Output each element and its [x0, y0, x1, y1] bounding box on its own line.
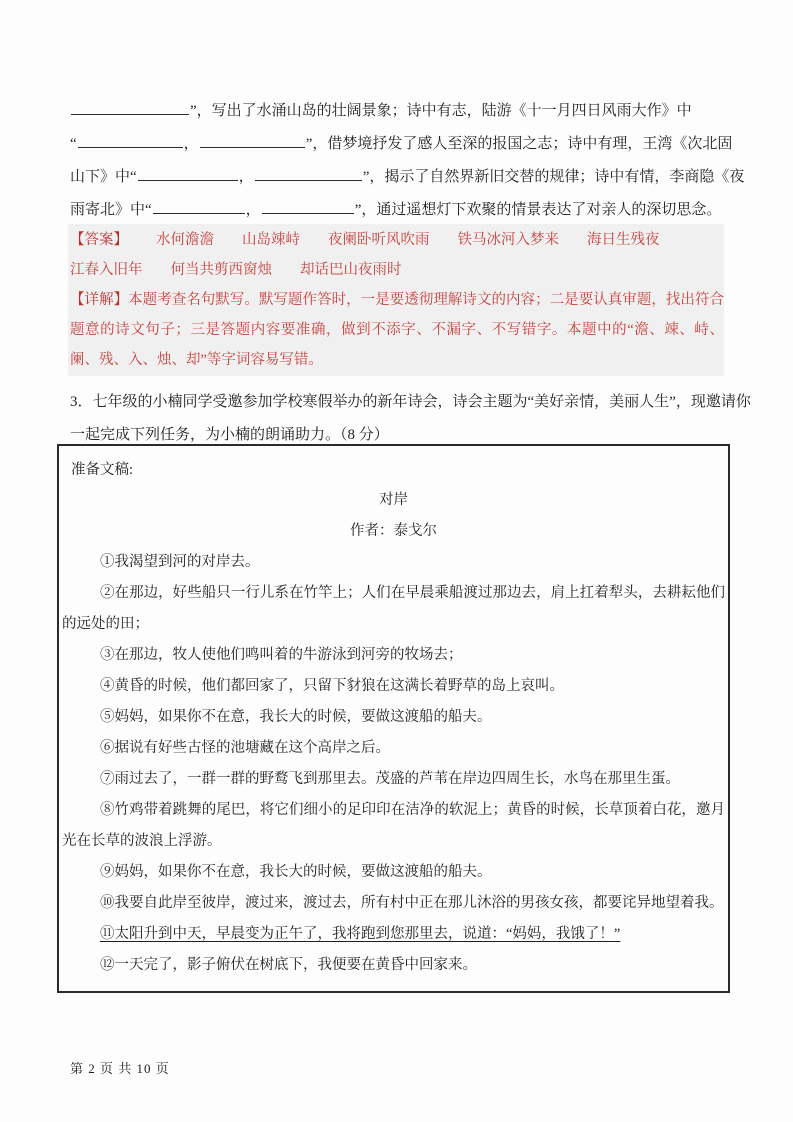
explanation-paragraph — [70, 285, 724, 375]
fill-in-blank — [71, 100, 189, 115]
answer-item: 海日生残夜 — [587, 232, 660, 248]
poem-paragraph: ⑧竹鸡带着跳舞的尾巴，将它们细小的足印印在洁净的软泥上；黄昏的时候，长草顶着白花，邀月光在长草的波浪上浮游。 — [62, 802, 725, 849]
poem-paragraph: ⑨妈妈，如果你不在意，我长大的时候，要做这渡船的船夫。 — [100, 864, 492, 880]
poem-paragraph: ⑦雨过去了，一群一群的野鹜飞到那里去。茂盛的芦苇在岸边四周生长，水鸟在那里生蛋。 — [100, 771, 680, 787]
answer-item: 山岛竦峙 — [242, 232, 300, 248]
intro-text: ， — [245, 202, 261, 218]
poem-body — [62, 547, 725, 981]
intro-text: ”，通过遥想灯下欢聚的情景表达了对亲人的深切思念。 — [354, 202, 722, 218]
poem-paragraph: ②在那边，好些船只一行儿系在竹竿上；人们在早晨乘船渡过那边去，肩上扛着犁头，去耕耘他们的远处的田； — [62, 585, 725, 632]
poem-paragraph: ③在那边，牧人使他们鸣叫着的牛游泳到河旁的牧场去； — [100, 647, 463, 663]
intro-line — [70, 194, 746, 227]
intro-text: ”，借梦境抒发了感人至深的报国之志；诗中有理，王湾《次北固 — [305, 136, 733, 152]
intro-text: 雨寄北》中“ — [70, 202, 152, 218]
poem-paragraph: ⑩我要自此岸至彼岸，渡过来，渡过去，所有村中正在那儿沐浴的男孩女孩，都要诧异地望着我。 — [100, 895, 724, 911]
fill-in-blank — [262, 199, 354, 214]
poem-paragraph: ④黄昏的时候，他们都回家了，只留下豺狼在这满长着野草的岛上哀叫。 — [100, 678, 564, 694]
intro-line — [70, 128, 746, 161]
intro-text: ， — [238, 169, 254, 185]
answer-item: 江春入旧年 — [70, 262, 143, 278]
poem-paragraph: ⑪太阳升到中天，早晨变为正午了，我将跑到您那里去，说道：“妈妈，我饿了！” — [100, 926, 621, 942]
page-footer: 第 2 页 共 10 页 — [70, 1061, 170, 1076]
fill-in-blank — [200, 133, 305, 148]
answer-rows — [70, 225, 724, 285]
poem-author: 作者：泰戈尔 — [350, 523, 437, 539]
answer-row — [70, 255, 724, 285]
explanation-text: 本题考查名句默写。默写题作答时，一是要透彻理解诗文的内容；二是要认真审题，找出符合题意的诗文句子；三是答题内容要准确，做到不添字、不漏字、不写错字。本题中的“澹、竦、峙、阑、残、入、烛、却”等字词容易写错。 — [70, 292, 725, 368]
manuscript-box — [57, 444, 730, 993]
answer-item: 夜阑卧听风吹雨 — [328, 232, 430, 248]
answer-item: 何当共剪西窗烛 — [170, 262, 272, 278]
answer-item: 却话巴山夜雨时 — [300, 262, 402, 278]
intro-text: 山下》中“ — [70, 169, 137, 185]
poem-paragraph: ①我渴望到河的对岸去。 — [100, 554, 260, 570]
intro-text: ”，揭示了自然界新旧交替的规律；诗中有情，李商隐《夜 — [362, 169, 745, 185]
intro-line — [70, 95, 746, 128]
intro-text: ， — [183, 136, 199, 152]
intro-section — [70, 95, 746, 227]
poem-paragraph: ⑤妈妈，如果你不在意，我长大的时候，要做这渡船的船夫。 — [100, 709, 492, 725]
answer-item: 水何澹澹 — [156, 232, 214, 248]
question-line: 3．七年级的小楠同学受邀参加学校寒假举办的新年诗会，诗会主题为“美好亲情，美丽人生”，现邀请你 — [70, 394, 751, 410]
intro-line — [70, 161, 746, 194]
answer-item: 铁马冰河入梦来 — [457, 232, 559, 248]
poem-paragraph: ⑥据说有好些古怪的池塘藏在这个高岸之后。 — [100, 740, 390, 756]
poem-paragraph: ⑫一天完了，影子俯伏在树底下，我便要在黄昏中回家来。 — [100, 957, 477, 973]
fill-in-blank — [255, 166, 362, 181]
answer-panel — [68, 224, 724, 376]
question-3 — [70, 386, 751, 452]
answer-label: 【答案】 — [70, 232, 128, 248]
intro-text: “ — [70, 136, 77, 152]
fill-in-blank — [78, 133, 183, 148]
explanation-label: 【详解】 — [70, 292, 129, 308]
answer-row — [70, 225, 724, 255]
poem-title: 对岸 — [379, 492, 408, 508]
intro-text: ”，写出了水涌山岛的壮阔景象；诗中有志，陆游《十一月四日风雨大作》中 — [190, 103, 692, 119]
question-line: 一起完成下列任务，为小楠的朗诵助力。（8 分） — [70, 427, 389, 443]
fill-in-blank — [138, 166, 238, 181]
manuscript-heading: 准备文稿: — [71, 462, 134, 478]
fill-in-blank — [153, 199, 245, 214]
